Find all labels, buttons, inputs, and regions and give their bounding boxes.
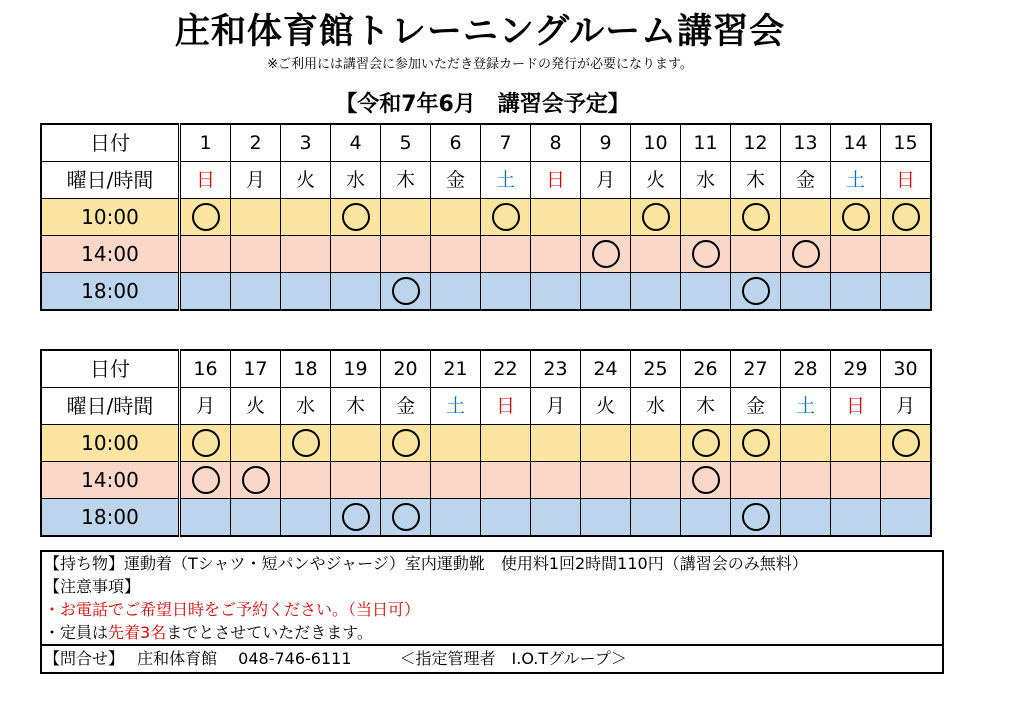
slot-cell [180,273,231,311]
slot-cell [431,425,481,462]
slot-cell [781,499,831,537]
slot-cell [731,199,781,236]
slot-cell [781,236,831,273]
slot-cell [481,199,531,236]
weekday-cell: 金 [381,388,431,425]
slot-cell [581,236,631,273]
slot-cell [331,236,381,273]
slot-cell [231,199,281,236]
date-cell: 16 [180,350,231,388]
weekday-cell: 金 [731,388,781,425]
slot-cell [531,273,581,311]
weekday-cell: 日 [180,162,231,199]
date-cell: 6 [431,124,481,162]
session-circle-icon [842,203,870,231]
slot-cell [831,273,881,311]
slot-cell [681,236,731,273]
date-cell: 7 [481,124,531,162]
slot-cell [431,273,481,311]
weekday-cell: 土 [481,162,531,199]
slot-cell [581,273,631,311]
date-cell: 28 [781,350,831,388]
weekday-cell: 月 [231,162,281,199]
slot-18-header: 18:00 [41,273,180,311]
weekday-cell: 日 [481,388,531,425]
slot-cell [681,199,731,236]
slot-10-header: 10:00 [41,425,180,462]
session-circle-icon [692,466,720,494]
session-circle-icon [692,429,720,457]
slot-cell [831,499,881,537]
slot-cell [381,462,431,499]
slot-cell [231,499,281,537]
slot-row-18 [41,499,931,537]
slot-cell [331,425,381,462]
date-cell: 9 [581,124,631,162]
weekday-row [41,388,931,425]
date-cell: 12 [731,124,781,162]
slot-cell [831,199,881,236]
schedule-table-second-half [40,349,932,537]
slot-cell [381,199,431,236]
slot-row-14 [41,236,931,273]
slot-cell [281,199,331,236]
weekday-cell: 金 [431,162,481,199]
slot-cell [331,273,381,311]
belongings-line: 【持ち物】運動着（Tシャツ・短パンやジャージ）室内運動靴 使用料1回2時間110円（講習会のみ無料） [44,554,808,573]
slot-cell [781,273,831,311]
weekday-cell: 日 [881,162,932,199]
slot-cell [281,425,331,462]
slot-cell [381,499,431,537]
weekday-cell: 月 [531,388,581,425]
page-title: 庄和体育館トレーニングルーム講習会 [174,12,786,52]
weekday-cell: 日 [531,162,581,199]
schedule-subtitle: 【令和7年6月 講習会予定】 [335,92,630,117]
slot-cell [431,236,481,273]
caution-header: 【注意事項】 [44,577,141,596]
slot-cell [681,273,731,311]
slot-cell [581,425,631,462]
weekday-cell: 火 [581,388,631,425]
slot-cell [881,462,932,499]
slot-cell [581,462,631,499]
session-circle-icon [592,240,620,268]
date-row [41,124,931,162]
slot-cell [581,499,631,537]
slot-cell [781,462,831,499]
slot-cell [231,425,281,462]
date-cell: 26 [681,350,731,388]
date-cell: 17 [231,350,281,388]
slot-cell [381,273,431,311]
slot-cell [881,199,932,236]
slot-cell [731,425,781,462]
slot-cell [531,499,581,537]
date-cell: 14 [831,124,881,162]
date-header: 日付 [41,124,180,162]
slot-cell [281,499,331,537]
slot-14-header: 14:00 [41,236,180,273]
session-circle-icon [242,466,270,494]
date-cell: 22 [481,350,531,388]
slot-cell [881,425,932,462]
weekday-cell: 水 [331,162,381,199]
slot-cell [180,425,231,462]
slot-cell [731,236,781,273]
schedule-table-first-half [40,123,932,311]
session-circle-icon [342,203,370,231]
capacity-text-pre: ・定員は [44,623,109,642]
date-cell: 27 [731,350,781,388]
slot-cell [180,462,231,499]
session-circle-icon [692,240,720,268]
weekday-cell: 日 [831,388,881,425]
slot-cell [281,273,331,311]
weekday-cell: 月 [881,388,932,425]
slot-10-header: 10:00 [41,199,180,236]
slot-cell [180,499,231,537]
session-circle-icon [892,429,920,457]
capacity-limit: 先着3名 [108,623,167,642]
date-cell: 23 [531,350,581,388]
date-cell: 21 [431,350,481,388]
date-cell: 3 [281,124,331,162]
weekday-cell: 土 [431,388,481,425]
slot-cell [431,199,481,236]
date-cell: 29 [831,350,881,388]
slot-cell [581,199,631,236]
slot-cell [531,236,581,273]
slot-18-header: 18:00 [41,499,180,537]
slot-cell [331,199,381,236]
slot-cell [481,273,531,311]
slot-cell [631,236,681,273]
slot-cell [881,273,932,311]
slot-cell [281,236,331,273]
date-cell: 1 [180,124,231,162]
session-circle-icon [792,240,820,268]
slot-cell [831,425,881,462]
slot-row-14 [41,462,931,499]
session-circle-icon [292,429,320,457]
session-circle-icon [742,203,770,231]
registration-note: ※ご利用には講習会に参加いただき登録カードの発行が必要になります。 [267,57,693,72]
session-circle-icon [192,429,220,457]
session-circle-icon [742,429,770,457]
weekday-cell: 土 [831,162,881,199]
session-circle-icon [342,503,370,531]
weekday-header: 曜日/時間 [41,162,180,199]
slot-cell [731,462,781,499]
caution-reservation: ・お電話でご希望日時をご予約ください。（当日可） [44,600,421,619]
slot-cell [331,462,381,499]
session-circle-icon [192,466,220,494]
slot-cell [631,273,681,311]
info-box [40,550,944,674]
session-circle-icon [742,277,770,305]
weekday-cell: 火 [631,162,681,199]
slot-cell [831,236,881,273]
slot-cell [631,425,681,462]
slot-row-10 [41,199,931,236]
slot-cell [681,462,731,499]
slot-cell [531,462,581,499]
slot-cell [180,199,231,236]
slot-cell [831,462,881,499]
date-header: 日付 [41,350,180,388]
slot-cell [631,499,681,537]
slot-cell [481,425,531,462]
weekday-cell: 木 [381,162,431,199]
session-circle-icon [392,429,420,457]
slot-cell [681,425,731,462]
slot-cell [481,499,531,537]
weekday-cell: 火 [281,162,331,199]
weekday-row [41,162,931,199]
session-circle-icon [192,203,220,231]
slot-cell [631,462,681,499]
slot-cell [881,236,932,273]
session-circle-icon [392,277,420,305]
weekday-cell: 土 [781,388,831,425]
capacity-text-post: までとさせていただきます。 [166,623,373,642]
weekday-cell: 水 [681,162,731,199]
slot-cell [531,425,581,462]
weekday-cell: 月 [180,388,231,425]
weekday-cell: 火 [231,388,281,425]
slot-cell [681,499,731,537]
weekday-cell: 木 [731,162,781,199]
slot-cell [231,236,281,273]
date-cell: 5 [381,124,431,162]
date-cell: 19 [331,350,381,388]
weekday-cell: 金 [781,162,831,199]
slot-cell [781,199,831,236]
slot-cell [281,462,331,499]
slot-row-10 [41,425,931,462]
date-cell: 15 [881,124,932,162]
slot-cell [731,499,781,537]
date-cell: 8 [531,124,581,162]
slot-cell [881,499,932,537]
weekday-cell: 水 [631,388,681,425]
slot-cell [731,273,781,311]
session-circle-icon [742,503,770,531]
date-cell: 30 [881,350,932,388]
slot-cell [481,462,531,499]
date-row [41,350,931,388]
slot-cell [331,499,381,537]
slot-14-header: 14:00 [41,462,180,499]
weekday-cell: 水 [281,388,331,425]
session-circle-icon [392,503,420,531]
date-cell: 25 [631,350,681,388]
date-cell: 2 [231,124,281,162]
slot-cell [180,236,231,273]
caution-capacity [42,621,942,644]
slot-cell [231,273,281,311]
slot-cell [481,236,531,273]
slot-cell [631,199,681,236]
weekday-cell: 木 [331,388,381,425]
weekday-header: 曜日/時間 [41,388,180,425]
slot-cell [531,199,581,236]
date-cell: 10 [631,124,681,162]
slot-cell [781,425,831,462]
date-cell: 18 [281,350,331,388]
session-circle-icon [492,203,520,231]
contact-line: 【問合せ】 庄和体育館 048-746-6111 ＜指定管理者 I.O.Tグループ＞ [42,644,942,672]
date-cell: 24 [581,350,631,388]
slot-cell [431,499,481,537]
session-circle-icon [642,203,670,231]
session-circle-icon [892,203,920,231]
date-cell: 13 [781,124,831,162]
slot-cell [381,425,431,462]
date-cell: 11 [681,124,731,162]
weekday-cell: 月 [581,162,631,199]
slot-row-18 [41,273,931,311]
date-cell: 20 [381,350,431,388]
date-cell: 4 [331,124,381,162]
slot-cell [381,236,431,273]
slot-cell [431,462,481,499]
slot-cell [231,462,281,499]
weekday-cell: 木 [681,388,731,425]
